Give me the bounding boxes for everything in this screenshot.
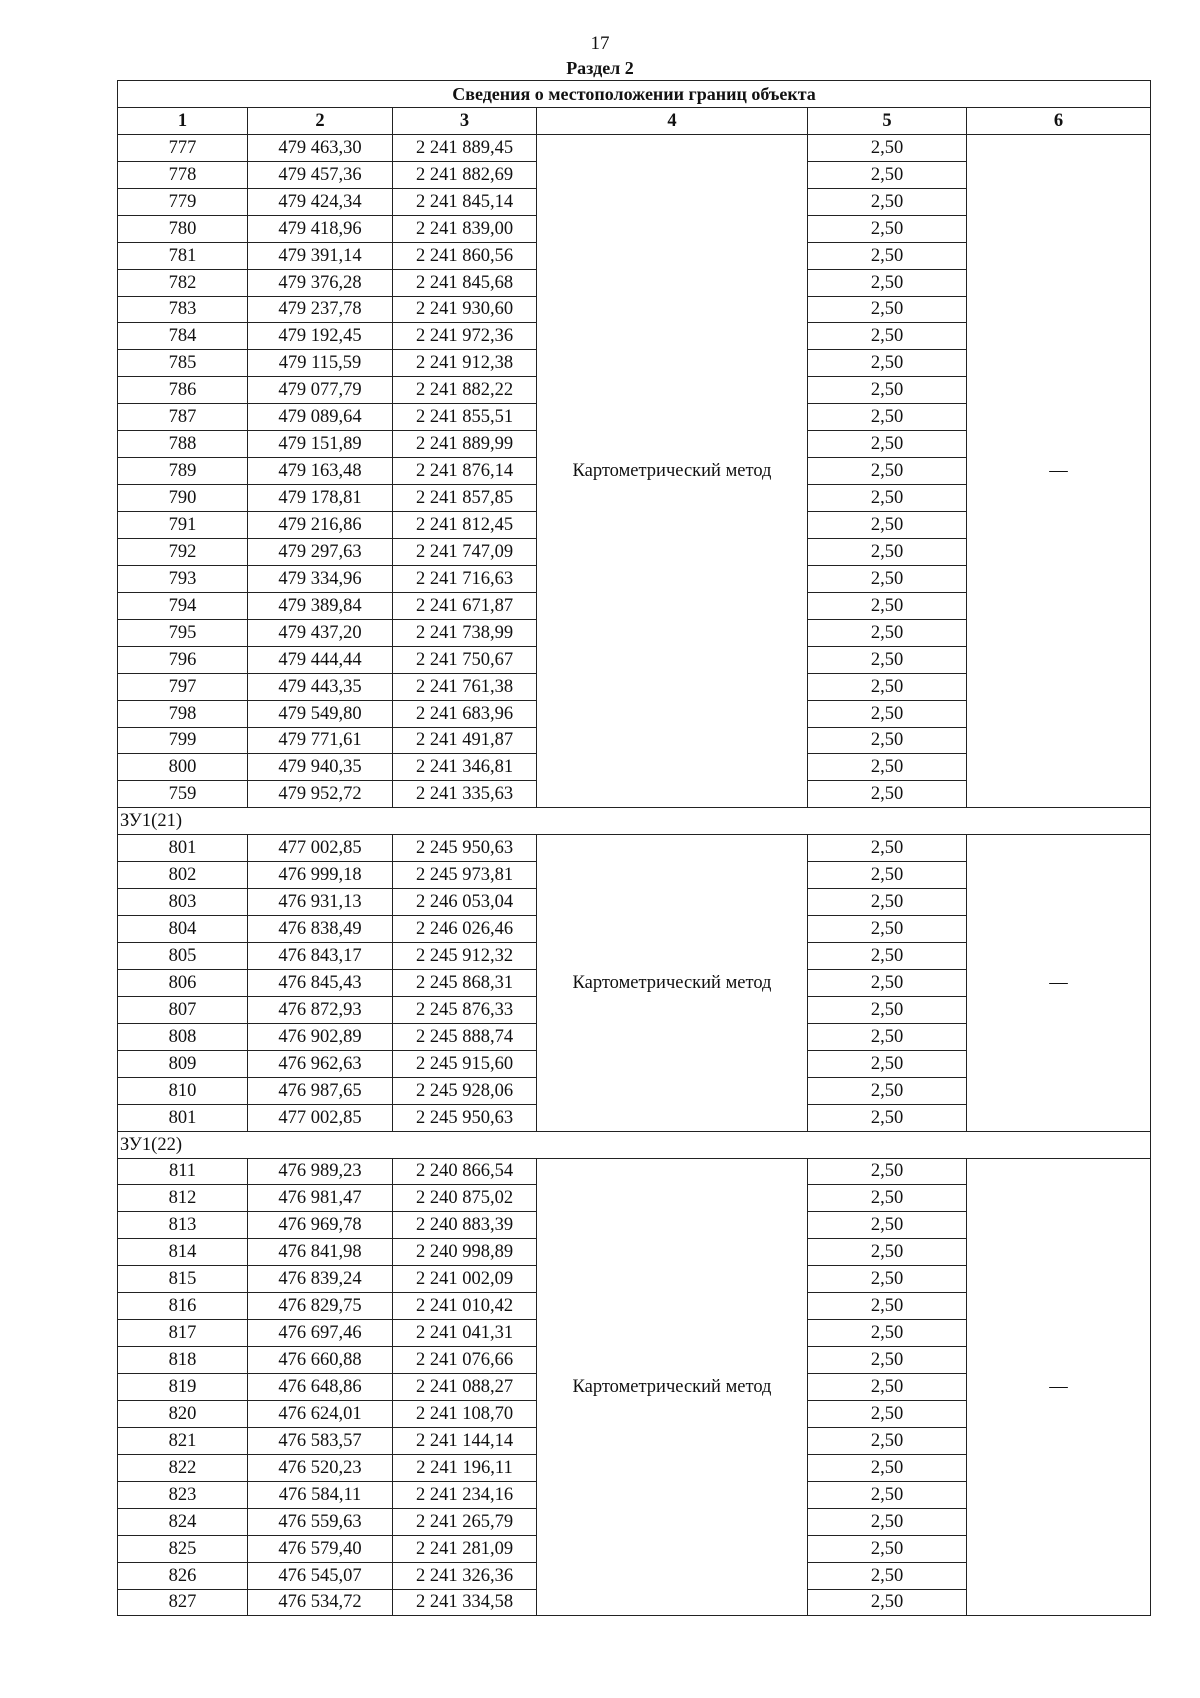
column-header: 6 bbox=[967, 107, 1151, 134]
point-number-cell: 818 bbox=[118, 1347, 248, 1374]
x-coordinate-cell: 479 089,64 bbox=[248, 404, 393, 431]
point-number-cell: 805 bbox=[118, 943, 248, 970]
point-number-cell: 821 bbox=[118, 1427, 248, 1454]
column-header: 4 bbox=[537, 107, 808, 134]
x-coordinate-cell: 479 940,35 bbox=[248, 754, 393, 781]
point-number-cell: 817 bbox=[118, 1320, 248, 1347]
x-coordinate-cell: 476 872,93 bbox=[248, 996, 393, 1023]
accuracy-cell: 2,50 bbox=[808, 943, 967, 970]
point-number-cell: 781 bbox=[118, 242, 248, 269]
point-number-cell: 801 bbox=[118, 1104, 248, 1131]
y-coordinate-cell: 2 241 812,45 bbox=[393, 512, 537, 539]
y-coordinate-cell: 2 241 671,87 bbox=[393, 592, 537, 619]
x-coordinate-cell: 477 002,85 bbox=[248, 1104, 393, 1131]
x-coordinate-cell: 479 463,30 bbox=[248, 134, 393, 161]
accuracy-cell: 2,50 bbox=[808, 889, 967, 916]
table-row bbox=[118, 835, 1151, 862]
y-coordinate-cell: 2 245 950,63 bbox=[393, 1104, 537, 1131]
y-coordinate-cell: 2 241 265,79 bbox=[393, 1508, 537, 1535]
point-number-cell: 815 bbox=[118, 1266, 248, 1293]
accuracy-cell: 2,50 bbox=[808, 619, 967, 646]
y-coordinate-cell: 2 241 002,09 bbox=[393, 1266, 537, 1293]
y-coordinate-cell: 2 241 738,99 bbox=[393, 619, 537, 646]
accuracy-cell: 2,50 bbox=[808, 1347, 967, 1374]
point-number-cell: 824 bbox=[118, 1508, 248, 1535]
point-number-cell: 779 bbox=[118, 188, 248, 215]
x-coordinate-cell: 479 424,34 bbox=[248, 188, 393, 215]
accuracy-cell: 2,50 bbox=[808, 1535, 967, 1562]
accuracy-cell: 2,50 bbox=[808, 646, 967, 673]
x-coordinate-cell: 476 843,17 bbox=[248, 943, 393, 970]
accuracy-cell: 2,50 bbox=[808, 134, 967, 161]
x-coordinate-cell: 476 584,11 bbox=[248, 1481, 393, 1508]
point-number-cell: 808 bbox=[118, 1023, 248, 1050]
x-coordinate-cell: 479 389,84 bbox=[248, 592, 393, 619]
accuracy-cell: 2,50 bbox=[808, 377, 967, 404]
accuracy-cell: 2,50 bbox=[808, 1077, 967, 1104]
y-coordinate-cell: 2 241 281,09 bbox=[393, 1535, 537, 1562]
y-coordinate-cell: 2 240 883,39 bbox=[393, 1212, 537, 1239]
point-number-cell: 813 bbox=[118, 1212, 248, 1239]
x-coordinate-cell: 476 987,65 bbox=[248, 1077, 393, 1104]
accuracy-cell: 2,50 bbox=[808, 1374, 967, 1401]
point-number-cell: 777 bbox=[118, 134, 248, 161]
x-coordinate-cell: 476 697,46 bbox=[248, 1320, 393, 1347]
y-coordinate-cell: 2 245 973,81 bbox=[393, 862, 537, 889]
accuracy-cell: 2,50 bbox=[808, 916, 967, 943]
accuracy-cell: 2,50 bbox=[808, 1104, 967, 1131]
accuracy-cell: 2,50 bbox=[808, 458, 967, 485]
x-coordinate-cell: 479 549,80 bbox=[248, 700, 393, 727]
x-coordinate-cell: 476 845,43 bbox=[248, 969, 393, 996]
point-number-cell: 783 bbox=[118, 296, 248, 323]
accuracy-cell: 2,50 bbox=[808, 242, 967, 269]
accuracy-cell: 2,50 bbox=[808, 485, 967, 512]
group-label: ЗУ1(22) bbox=[118, 1131, 1151, 1158]
y-coordinate-cell: 2 241 747,09 bbox=[393, 538, 537, 565]
point-number-cell: 809 bbox=[118, 1050, 248, 1077]
point-number-cell: 822 bbox=[118, 1454, 248, 1481]
point-number-cell: 796 bbox=[118, 646, 248, 673]
accuracy-cell: 2,50 bbox=[808, 1481, 967, 1508]
y-coordinate-cell: 2 241 857,85 bbox=[393, 485, 537, 512]
y-coordinate-cell: 2 241 876,14 bbox=[393, 458, 537, 485]
accuracy-cell: 2,50 bbox=[808, 1239, 967, 1266]
point-number-cell: 791 bbox=[118, 512, 248, 539]
y-coordinate-cell: 2 245 915,60 bbox=[393, 1050, 537, 1077]
x-coordinate-cell: 479 334,96 bbox=[248, 565, 393, 592]
x-coordinate-cell: 476 579,40 bbox=[248, 1535, 393, 1562]
x-coordinate-cell: 476 969,78 bbox=[248, 1212, 393, 1239]
x-coordinate-cell: 479 151,89 bbox=[248, 431, 393, 458]
y-coordinate-cell: 2 245 950,63 bbox=[393, 835, 537, 862]
y-coordinate-cell: 2 246 053,04 bbox=[393, 889, 537, 916]
y-coordinate-cell: 2 240 998,89 bbox=[393, 1239, 537, 1266]
point-number-cell: 759 bbox=[118, 781, 248, 808]
section-title: Раздел 2 bbox=[566, 58, 634, 78]
column-header: 5 bbox=[808, 107, 967, 134]
point-number-cell: 802 bbox=[118, 862, 248, 889]
x-coordinate-cell: 479 376,28 bbox=[248, 269, 393, 296]
y-coordinate-cell: 2 240 875,02 bbox=[393, 1185, 537, 1212]
y-coordinate-cell: 2 241 860,56 bbox=[393, 242, 537, 269]
accuracy-cell: 2,50 bbox=[808, 781, 967, 808]
x-coordinate-cell: 479 952,72 bbox=[248, 781, 393, 808]
point-number-cell: 797 bbox=[118, 673, 248, 700]
accuracy-cell: 2,50 bbox=[808, 1050, 967, 1077]
boundary-coordinates-table bbox=[117, 80, 1151, 1616]
y-coordinate-cell: 2 241 346,81 bbox=[393, 754, 537, 781]
group-label-row bbox=[118, 808, 1151, 835]
point-number-cell: 803 bbox=[118, 889, 248, 916]
accuracy-cell: 2,50 bbox=[808, 754, 967, 781]
y-coordinate-cell: 2 241 972,36 bbox=[393, 323, 537, 350]
x-coordinate-cell: 476 999,18 bbox=[248, 862, 393, 889]
y-coordinate-cell: 2 241 839,00 bbox=[393, 215, 537, 242]
point-number-cell: 792 bbox=[118, 538, 248, 565]
accuracy-cell: 2,50 bbox=[808, 1158, 967, 1185]
y-coordinate-cell: 2 241 716,63 bbox=[393, 565, 537, 592]
y-coordinate-cell: 2 241 912,38 bbox=[393, 350, 537, 377]
y-coordinate-cell: 2 241 335,63 bbox=[393, 781, 537, 808]
accuracy-cell: 2,50 bbox=[808, 296, 967, 323]
accuracy-cell: 2,50 bbox=[808, 1427, 967, 1454]
x-coordinate-cell: 476 648,86 bbox=[248, 1374, 393, 1401]
accuracy-cell: 2,50 bbox=[808, 323, 967, 350]
note-cell: — bbox=[967, 134, 1151, 807]
y-coordinate-cell: 2 241 761,38 bbox=[393, 673, 537, 700]
x-coordinate-cell: 479 192,45 bbox=[248, 323, 393, 350]
note-cell: — bbox=[967, 1158, 1151, 1616]
y-coordinate-cell: 2 245 912,32 bbox=[393, 943, 537, 970]
group-label: ЗУ1(21) bbox=[118, 808, 1151, 835]
y-coordinate-cell: 2 241 491,87 bbox=[393, 727, 537, 754]
x-coordinate-cell: 476 989,23 bbox=[248, 1158, 393, 1185]
x-coordinate-cell: 476 902,89 bbox=[248, 1023, 393, 1050]
point-number-cell: 799 bbox=[118, 727, 248, 754]
y-coordinate-cell: 2 240 866,54 bbox=[393, 1158, 537, 1185]
y-coordinate-cell: 2 241 930,60 bbox=[393, 296, 537, 323]
x-coordinate-cell: 479 163,48 bbox=[248, 458, 393, 485]
accuracy-cell: 2,50 bbox=[808, 700, 967, 727]
x-coordinate-cell: 476 559,63 bbox=[248, 1508, 393, 1535]
accuracy-cell: 2,50 bbox=[808, 727, 967, 754]
x-coordinate-cell: 476 583,57 bbox=[248, 1427, 393, 1454]
point-number-cell: 789 bbox=[118, 458, 248, 485]
point-number-cell: 801 bbox=[118, 835, 248, 862]
point-number-cell: 820 bbox=[118, 1400, 248, 1427]
y-coordinate-cell: 2 241 088,27 bbox=[393, 1374, 537, 1401]
accuracy-cell: 2,50 bbox=[808, 1185, 967, 1212]
accuracy-cell: 2,50 bbox=[808, 835, 967, 862]
caption-row bbox=[118, 81, 1151, 108]
accuracy-cell: 2,50 bbox=[808, 1266, 967, 1293]
x-coordinate-cell: 479 457,36 bbox=[248, 161, 393, 188]
x-coordinate-cell: 476 841,98 bbox=[248, 1239, 393, 1266]
x-coordinate-cell: 476 660,88 bbox=[248, 1347, 393, 1374]
column-number-row bbox=[118, 107, 1151, 134]
y-coordinate-cell: 2 241 326,36 bbox=[393, 1562, 537, 1589]
accuracy-cell: 2,50 bbox=[808, 215, 967, 242]
y-coordinate-cell: 2 241 845,68 bbox=[393, 269, 537, 296]
point-number-cell: 778 bbox=[118, 161, 248, 188]
point-number-cell: 784 bbox=[118, 323, 248, 350]
y-coordinate-cell: 2 241 750,67 bbox=[393, 646, 537, 673]
x-coordinate-cell: 479 437,20 bbox=[248, 619, 393, 646]
x-coordinate-cell: 479 771,61 bbox=[248, 727, 393, 754]
y-coordinate-cell: 2 245 868,31 bbox=[393, 969, 537, 996]
accuracy-cell: 2,50 bbox=[808, 1589, 967, 1616]
accuracy-cell: 2,50 bbox=[808, 969, 967, 996]
accuracy-cell: 2,50 bbox=[808, 404, 967, 431]
x-coordinate-cell: 476 520,23 bbox=[248, 1454, 393, 1481]
y-coordinate-cell: 2 241 845,14 bbox=[393, 188, 537, 215]
y-coordinate-cell: 2 241 889,99 bbox=[393, 431, 537, 458]
point-number-cell: 819 bbox=[118, 1374, 248, 1401]
column-header: 3 bbox=[393, 107, 537, 134]
accuracy-cell: 2,50 bbox=[808, 673, 967, 700]
x-coordinate-cell: 479 297,63 bbox=[248, 538, 393, 565]
column-header: 1 bbox=[118, 107, 248, 134]
accuracy-cell: 2,50 bbox=[808, 862, 967, 889]
accuracy-cell: 2,50 bbox=[808, 1508, 967, 1535]
point-number-cell: 823 bbox=[118, 1481, 248, 1508]
accuracy-cell: 2,50 bbox=[808, 538, 967, 565]
accuracy-cell: 2,50 bbox=[808, 1562, 967, 1589]
method-cell: Картометрический метод bbox=[537, 134, 808, 807]
point-number-cell: 790 bbox=[118, 485, 248, 512]
y-coordinate-cell: 2 241 889,45 bbox=[393, 134, 537, 161]
point-number-cell: 807 bbox=[118, 996, 248, 1023]
accuracy-cell: 2,50 bbox=[808, 1400, 967, 1427]
accuracy-cell: 2,50 bbox=[808, 1293, 967, 1320]
x-coordinate-cell: 476 962,63 bbox=[248, 1050, 393, 1077]
point-number-cell: 780 bbox=[118, 215, 248, 242]
x-coordinate-cell: 479 216,86 bbox=[248, 512, 393, 539]
x-coordinate-cell: 479 178,81 bbox=[248, 485, 393, 512]
point-number-cell: 810 bbox=[118, 1077, 248, 1104]
point-number-cell: 788 bbox=[118, 431, 248, 458]
x-coordinate-cell: 476 838,49 bbox=[248, 916, 393, 943]
method-cell: Картометрический метод bbox=[537, 835, 808, 1131]
accuracy-cell: 2,50 bbox=[808, 1454, 967, 1481]
table-head bbox=[118, 81, 1151, 135]
x-coordinate-cell: 479 237,78 bbox=[248, 296, 393, 323]
y-coordinate-cell: 2 241 234,16 bbox=[393, 1481, 537, 1508]
x-coordinate-cell: 479 115,59 bbox=[248, 350, 393, 377]
y-coordinate-cell: 2 241 041,31 bbox=[393, 1320, 537, 1347]
table-row bbox=[118, 1158, 1151, 1185]
y-coordinate-cell: 2 245 876,33 bbox=[393, 996, 537, 1023]
point-number-cell: 814 bbox=[118, 1239, 248, 1266]
point-number-cell: 795 bbox=[118, 619, 248, 646]
accuracy-cell: 2,50 bbox=[808, 350, 967, 377]
y-coordinate-cell: 2 241 144,14 bbox=[393, 1427, 537, 1454]
point-number-cell: 812 bbox=[118, 1185, 248, 1212]
y-coordinate-cell: 2 241 196,11 bbox=[393, 1454, 537, 1481]
accuracy-cell: 2,50 bbox=[808, 592, 967, 619]
point-number-cell: 800 bbox=[118, 754, 248, 781]
point-number-cell: 827 bbox=[118, 1589, 248, 1616]
x-coordinate-cell: 476 829,75 bbox=[248, 1293, 393, 1320]
method-cell: Картометрический метод bbox=[537, 1158, 808, 1616]
y-coordinate-cell: 2 241 882,69 bbox=[393, 161, 537, 188]
accuracy-cell: 2,50 bbox=[808, 1320, 967, 1347]
y-coordinate-cell: 2 246 026,46 bbox=[393, 916, 537, 943]
accuracy-cell: 2,50 bbox=[808, 512, 967, 539]
accuracy-cell: 2,50 bbox=[808, 996, 967, 1023]
y-coordinate-cell: 2 241 334,58 bbox=[393, 1589, 537, 1616]
x-coordinate-cell: 476 839,24 bbox=[248, 1266, 393, 1293]
x-coordinate-cell: 476 545,07 bbox=[248, 1562, 393, 1589]
accuracy-cell: 2,50 bbox=[808, 1212, 967, 1239]
y-coordinate-cell: 2 245 888,74 bbox=[393, 1023, 537, 1050]
point-number-cell: 787 bbox=[118, 404, 248, 431]
table-caption: Сведения о местоположении границ объекта bbox=[118, 81, 1151, 108]
point-number-cell: 806 bbox=[118, 969, 248, 996]
page-number: 17 bbox=[590, 33, 610, 54]
point-number-cell: 826 bbox=[118, 1562, 248, 1589]
x-coordinate-cell: 479 444,44 bbox=[248, 646, 393, 673]
y-coordinate-cell: 2 241 108,70 bbox=[393, 1400, 537, 1427]
point-number-cell: 786 bbox=[118, 377, 248, 404]
x-coordinate-cell: 476 931,13 bbox=[248, 889, 393, 916]
point-number-cell: 794 bbox=[118, 592, 248, 619]
point-number-cell: 793 bbox=[118, 565, 248, 592]
accuracy-cell: 2,50 bbox=[808, 431, 967, 458]
accuracy-cell: 2,50 bbox=[808, 1023, 967, 1050]
accuracy-cell: 2,50 bbox=[808, 161, 967, 188]
y-coordinate-cell: 2 241 683,96 bbox=[393, 700, 537, 727]
point-number-cell: 816 bbox=[118, 1293, 248, 1320]
x-coordinate-cell: 479 077,79 bbox=[248, 377, 393, 404]
x-coordinate-cell: 479 443,35 bbox=[248, 673, 393, 700]
x-coordinate-cell: 479 418,96 bbox=[248, 215, 393, 242]
y-coordinate-cell: 2 245 928,06 bbox=[393, 1077, 537, 1104]
y-coordinate-cell: 2 241 076,66 bbox=[393, 1347, 537, 1374]
x-coordinate-cell: 476 534,72 bbox=[248, 1589, 393, 1616]
y-coordinate-cell: 2 241 010,42 bbox=[393, 1293, 537, 1320]
x-coordinate-cell: 477 002,85 bbox=[248, 835, 393, 862]
accuracy-cell: 2,50 bbox=[808, 269, 967, 296]
x-coordinate-cell: 479 391,14 bbox=[248, 242, 393, 269]
table-body bbox=[118, 134, 1151, 1616]
point-number-cell: 825 bbox=[118, 1535, 248, 1562]
x-coordinate-cell: 476 981,47 bbox=[248, 1185, 393, 1212]
y-coordinate-cell: 2 241 882,22 bbox=[393, 377, 537, 404]
y-coordinate-cell: 2 241 855,51 bbox=[393, 404, 537, 431]
point-number-cell: 798 bbox=[118, 700, 248, 727]
point-number-cell: 785 bbox=[118, 350, 248, 377]
accuracy-cell: 2,50 bbox=[808, 565, 967, 592]
point-number-cell: 782 bbox=[118, 269, 248, 296]
table-row bbox=[118, 134, 1151, 161]
x-coordinate-cell: 476 624,01 bbox=[248, 1400, 393, 1427]
group-label-row bbox=[118, 1131, 1151, 1158]
column-header: 2 bbox=[248, 107, 393, 134]
point-number-cell: 811 bbox=[118, 1158, 248, 1185]
point-number-cell: 804 bbox=[118, 916, 248, 943]
accuracy-cell: 2,50 bbox=[808, 188, 967, 215]
note-cell: — bbox=[967, 835, 1151, 1131]
